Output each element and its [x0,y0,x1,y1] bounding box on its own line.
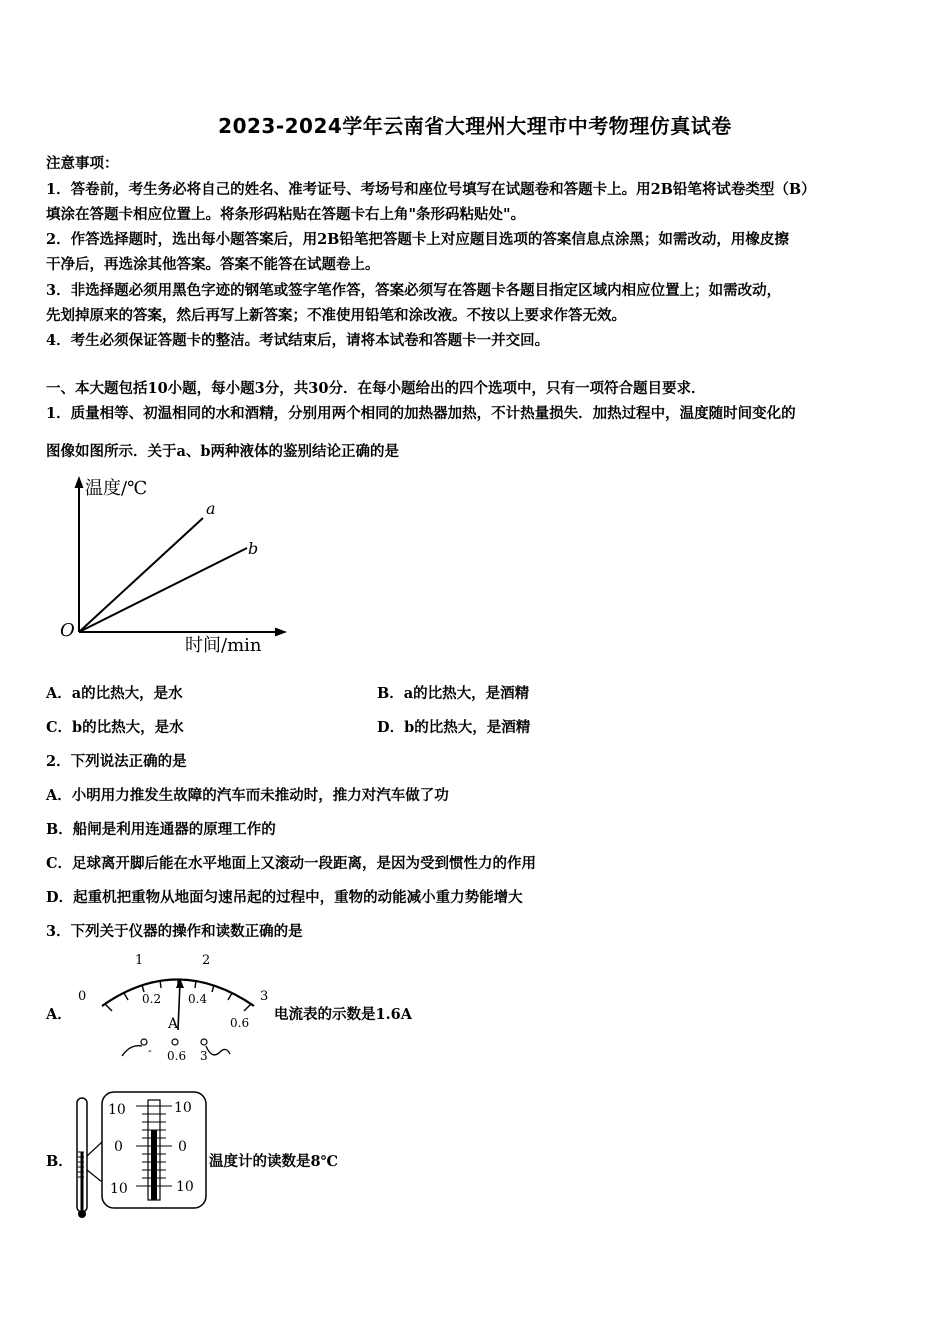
line-b-label: b [248,539,259,558]
notice-line: 3．非选择题必须用黑色字迹的钢笔或签字笔作答，答案必须写在答题卡各题目指定区域内相应位置上；如需改动， [46,282,782,299]
terminal-3-icon [201,1039,207,1045]
thermo-label-top-right: 10 [174,1100,192,1116]
q3-option-a-text[interactable]: 电流表的示数是1.6A [274,1006,412,1023]
q1-option-c[interactable]: C．b的比热大，是水 [46,719,184,736]
q1-option-d[interactable]: D．b的比热大，是酒精 [377,719,531,736]
line-a [79,518,203,632]
q1-stem-line: 图像如图所示．关于a、b两种液体的鉴别结论正确的是 [46,443,400,460]
thermo-label-mid-left: 0 [114,1139,123,1155]
notice-line: 1．答卷前，考生务必将自己的姓名、准考证号、考场号和座位号填写在试题卷和答题卡上。用2B铅笔将试卷类型（B） [46,181,816,198]
magnified-liquid [151,1130,157,1200]
q3-option-b-label[interactable]: B． [46,1153,73,1170]
callout-line [87,1170,102,1182]
q1-option-b[interactable]: B．a的比热大，是酒精 [377,685,530,702]
q3-option-b-text[interactable]: 温度计的读数是8℃ [209,1153,338,1170]
terminal-06-icon [172,1039,178,1045]
scale-outer-2: 2 [202,953,211,968]
q3-stem: 3．下列关于仪器的操作和读数正确的是 [46,923,303,940]
q2-option-a[interactable]: A．小明用力推发生故障的汽车而未推动时，推力对汽车做了功 [46,787,449,804]
line-b [79,548,247,632]
scale-outer-1: 1 [135,953,144,968]
notice-line: 先划掉原来的答案，然后再写上新答案；不准使用铅笔和涂改液。不按以上要求作答无效。 [46,307,626,324]
q2-stem: 2．下列说法正确的是 [46,753,187,770]
q1-stem-line: 1．质量相等、初温相同的水和酒精，分别用两个相同的加热器加热，不计热量损失．加热过程中，温度随时间变化的 [46,405,796,422]
thermometer-figure [70,1090,210,1226]
terminal-3-label: 3 [200,1049,208,1063]
thermo-label-bot-right: 10 [176,1179,194,1195]
scale-inner-04: 0.4 [188,992,208,1006]
notice-line: 填涂在答题卡相应位置上。将条形码粘贴在答题卡右上角"条形码粘贴处"。 [46,206,526,223]
scale-inner-06: 0.6 [230,1016,250,1030]
dial-unit: A [168,1016,179,1032]
notice-line: 干净后，再选涂其他答案。答案不能答在试题卷上。 [46,256,380,273]
notice-heading: 注意事项： [46,155,119,172]
q2-option-d[interactable]: D．起重机把重物从地面匀速吊起的过程中，重物的动能减小重力势能增大 [46,889,523,906]
page-title: 2023-2024学年云南省大理州大理市中考物理仿真试卷 [218,114,732,138]
origin-label: O [60,620,75,641]
notice-line: 2．作答选择题时，选出每小题答案后，用2B铅笔把答题卡上对应题目选项的答案信息点涂黑；如需改动，用橡皮擦 [46,231,789,248]
scale-outer-3: 3 [260,989,269,1004]
y-axis-label: 温度/℃ [85,478,148,499]
q2-option-c[interactable]: C．足球离开脚后能在水平地面上又滚动一段距离，是因为受到惯性力的作用 [46,855,537,872]
scale-outer-0: 0 [78,989,87,1004]
dial-pointer [178,982,180,1030]
y-axis-arrow [75,476,84,488]
q3-option-a-label[interactable]: A． [46,1006,72,1023]
q1-option-a[interactable]: A．a的比热大，是水 [46,685,183,702]
thermo-label-mid-right: 0 [178,1139,187,1155]
terminal-minus-icon [141,1039,147,1045]
notice-line: 4．考生必须保证答题卡的整洁。考试结束后，请将本试卷和答题卡一并交回。 [46,332,550,349]
scale-inner-02: 0.2 [142,992,162,1006]
x-axis-label: 时间/min [185,635,262,656]
x-axis-arrow [275,628,287,637]
thermo-label-bot-left: 10 [110,1181,128,1197]
thermometer-bulb-icon [78,1210,86,1218]
callout-line [87,1142,102,1156]
q2-option-b[interactable]: B．船闸是利用连通器的原理工作的 [46,821,276,838]
terminal-06-label: 0.6 [167,1049,187,1063]
line-a-label: a [206,499,216,518]
q1-temperature-graph [55,470,295,665]
section-heading: 一、本大题包括10小题，每小题3分，共30分．在每小题给出的四个选项中，只有一项符合题目要求． [46,380,706,397]
wire-right-icon [206,1046,230,1055]
terminal-minus-label: - [148,1044,152,1057]
wire-left-icon [122,1046,142,1056]
ammeter-dial [72,948,272,1068]
thermo-label-top-left: 10 [108,1102,126,1118]
